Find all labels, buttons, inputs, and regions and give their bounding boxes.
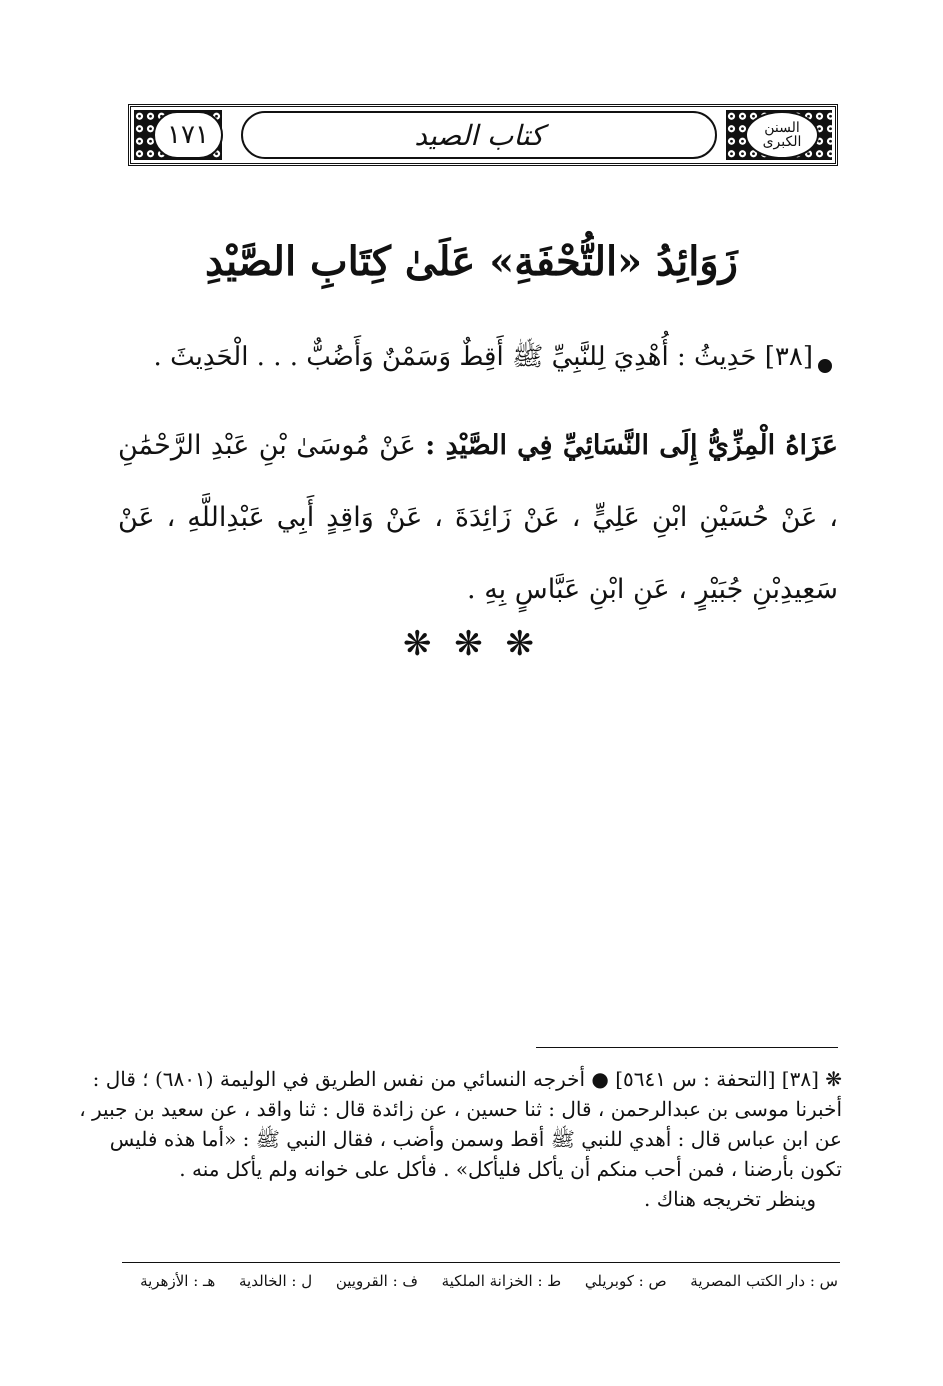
section-title: زَوَائِدُ «التُّحْفَةِ» عَلَىٰ كِتَابِ الصَّيْدِ — [205, 238, 738, 285]
siglum: ل : الخالدية — [239, 1272, 313, 1290]
book-emblem: السنن الكبرى — [745, 111, 819, 159]
bottom-rule — [122, 1262, 840, 1263]
footnote-rule — [536, 1047, 838, 1048]
manuscript-sigla — [140, 1272, 838, 1290]
footnote-line: تكون بأرضنا ، فمن أحب منكم أن يأكل فليأكل» . فأكل على خوانه ولم يأكل منه . — [179, 1157, 842, 1181]
hadith-heading: [٣٨] حَدِيثُ : أُهْدِيَ لِلنَّبِيِّ ﷺ أَقِطٌ وَسَمْنٌ وَأَضُبٌّ . . . الْحَدِيثَ . — [153, 342, 813, 372]
running-title: كتاب الصيد — [241, 111, 717, 159]
section-separator: ❋ ❋ ❋ — [402, 624, 541, 664]
attribution-chain: عَنْ مُوسَىٰ بْنِ عَبْدِ الرَّحْمَٰنِ ، عَنْ حُسَيْنِ ابْنِ عَلِيٍّ ، عَنْ زَائِدَةَ ، عَنْ وَاقِدٍ أَبِي عَبْدِاللَّهِ ، عَنْ سَعِيدِبْنِ جُبَيْرٍ ، عَنِ ابْنِ عَبَّاسٍ بِهِ . — [118, 430, 838, 605]
footnote-line: ❋ [٣٨] [التحفة : س ٥٦٤١] ● أخرجه النسائي من نفس الطريق في الوليمة (٦٨٠١) ؛ قال : — [92, 1067, 842, 1091]
siglum: ف : القرويين — [335, 1272, 418, 1290]
siglum: هـ : الأزهرية — [140, 1272, 216, 1290]
siglum: س : دار الكتب المصرية — [690, 1272, 838, 1290]
page-number: ١٧١ — [153, 111, 223, 159]
siglum: ط : الخزانة الملكية — [441, 1272, 562, 1290]
attribution-lead: عَزَاهُ الْمِزِّيُّ إِلَى النَّسَائِيِّ فِي الصَّيْدِ : — [425, 430, 838, 461]
footnote-line: وينظر تخريجه هناك . — [643, 1187, 816, 1211]
siglum: ص : كوبريلي — [584, 1272, 667, 1290]
attribution-paragraph — [118, 410, 838, 626]
footnote — [79, 1064, 842, 1214]
footnote-line: أخبرنا موسى بن عبدالرحمن ، قال : ثنا حسين ، عن زائدة قال : ثنا واقد ، عن سعيد بن جبير ، — [79, 1097, 842, 1121]
footnote-line: عن ابن عباس قال : أهدي للنبي ﷺ أقط وسمن وأضب ، فقال النبي ﷺ : «أما هذه فليس — [109, 1127, 842, 1151]
page-header — [128, 104, 838, 166]
bullet-icon — [818, 359, 832, 373]
